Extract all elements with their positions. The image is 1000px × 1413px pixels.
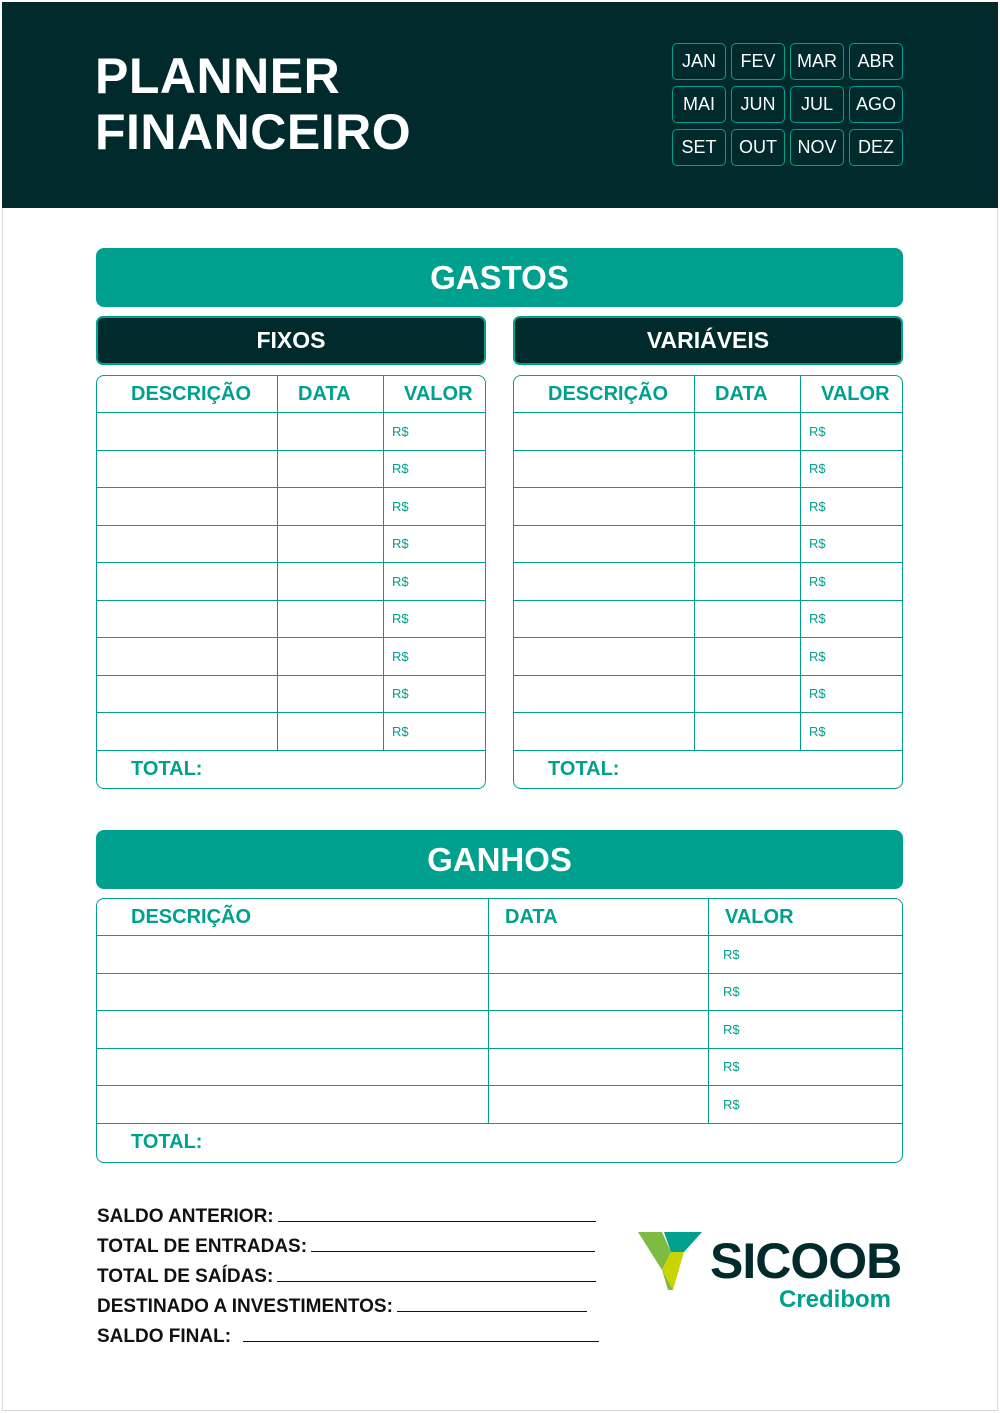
table-row <box>514 413 902 451</box>
page-title <box>95 48 411 160</box>
total-label: TOTAL: <box>131 757 203 780</box>
date-cell[interactable] <box>278 676 384 713</box>
value-cell[interactable] <box>384 526 484 563</box>
column-header: DESCRIÇÃO <box>514 376 695 412</box>
value-cell[interactable] <box>384 676 484 713</box>
description-cell[interactable] <box>97 526 278 563</box>
month-mar[interactable]: MAR <box>790 43 844 80</box>
date-cell[interactable] <box>278 488 384 525</box>
value-cell[interactable] <box>384 563 484 600</box>
total-row <box>514 751 902 788</box>
month-selector <box>672 43 903 166</box>
currency-label: R$ <box>392 648 409 664</box>
value-cell[interactable] <box>801 488 901 525</box>
description-cell[interactable] <box>97 974 489 1011</box>
fixos-header: FIXOS <box>96 316 486 365</box>
table-row <box>514 601 902 639</box>
table-row <box>514 488 902 526</box>
investimentos-line <box>97 1288 599 1318</box>
total-saidas-label: TOTAL DE SAÍDAS: <box>97 1266 274 1287</box>
logo-wordmark: SICOOB <box>710 1233 902 1289</box>
currency-label: R$ <box>392 536 409 552</box>
investimentos-field[interactable] <box>397 1311 587 1312</box>
date-cell[interactable] <box>695 563 801 600</box>
currency-label: R$ <box>392 461 409 477</box>
saldo-final-line <box>97 1318 599 1348</box>
fixos-table <box>96 375 486 789</box>
description-cell[interactable] <box>97 638 278 675</box>
sicoob-logo-icon <box>638 1230 704 1292</box>
description-cell[interactable] <box>514 563 695 600</box>
title-line-2: FINANCEIRO <box>95 104 412 160</box>
ganhos-table <box>96 898 903 1163</box>
date-cell[interactable] <box>489 974 709 1011</box>
currency-label: R$ <box>809 648 826 664</box>
month-fev[interactable]: FEV <box>731 43 785 80</box>
value-cell[interactable] <box>801 601 901 638</box>
date-cell[interactable] <box>695 638 801 675</box>
value-cell[interactable] <box>801 451 901 488</box>
total-row <box>97 751 485 788</box>
description-cell[interactable] <box>514 526 695 563</box>
value-cell[interactable] <box>801 676 901 713</box>
month-jul[interactable]: JUL <box>790 86 844 123</box>
saldo-anterior-line <box>97 1198 599 1228</box>
date-cell[interactable] <box>489 1011 709 1048</box>
value-cell[interactable] <box>709 1011 901 1048</box>
month-out[interactable]: OUT <box>731 129 785 166</box>
table-row <box>97 563 485 601</box>
date-cell[interactable] <box>489 936 709 973</box>
currency-label: R$ <box>809 461 826 477</box>
variaveis-table <box>513 375 903 789</box>
column-header: VALOR <box>821 382 890 405</box>
value-cell[interactable] <box>709 1049 901 1086</box>
description-cell[interactable] <box>514 676 695 713</box>
currency-label: R$ <box>723 946 740 962</box>
currency-label: R$ <box>392 686 409 702</box>
value-cell[interactable] <box>384 488 484 525</box>
currency-label: R$ <box>392 573 409 589</box>
column-header: VALOR <box>404 382 473 405</box>
month-dez[interactable]: DEZ <box>849 129 903 166</box>
date-cell[interactable] <box>695 451 801 488</box>
description-cell[interactable] <box>97 413 278 450</box>
currency-label: R$ <box>392 423 409 439</box>
value-cell[interactable] <box>801 713 901 750</box>
table-header-row <box>514 376 902 413</box>
value-cell[interactable] <box>709 974 901 1011</box>
total-entradas-field[interactable] <box>311 1251 595 1252</box>
value-cell[interactable] <box>801 413 901 450</box>
summary-section <box>97 1198 599 1348</box>
description-cell[interactable] <box>97 936 489 973</box>
column-header: DATA <box>695 376 801 412</box>
month-jun[interactable]: JUN <box>731 86 785 123</box>
saldo-final-label: SALDO FINAL: <box>97 1326 232 1347</box>
value-cell[interactable] <box>384 451 484 488</box>
table-row <box>97 488 485 526</box>
description-cell[interactable] <box>514 638 695 675</box>
value-cell[interactable] <box>709 936 901 973</box>
currency-label: R$ <box>809 686 826 702</box>
total-saidas-line <box>97 1258 599 1288</box>
date-cell[interactable] <box>489 1086 709 1123</box>
table-row <box>97 526 485 564</box>
total-label: TOTAL: <box>131 1130 203 1153</box>
column-header: DESCRIÇÃO <box>97 376 278 412</box>
description-cell[interactable] <box>514 413 695 450</box>
table-row <box>97 936 902 974</box>
currency-label: R$ <box>723 1059 740 1075</box>
month-jan[interactable]: JAN <box>672 43 726 80</box>
month-mai[interactable]: MAI <box>672 86 726 123</box>
value-cell[interactable] <box>384 413 484 450</box>
total-entradas-label: TOTAL DE ENTRADAS: <box>97 1236 308 1257</box>
description-cell[interactable] <box>514 451 695 488</box>
column-header: DATA <box>489 899 709 935</box>
date-cell[interactable] <box>489 1049 709 1086</box>
logo-subtitle: Credibom <box>779 1286 892 1313</box>
currency-label: R$ <box>809 536 826 552</box>
date-cell[interactable] <box>278 601 384 638</box>
value-cell[interactable] <box>801 563 901 600</box>
column-header: DATA <box>278 376 384 412</box>
date-cell[interactable] <box>695 601 801 638</box>
column-header: DESCRIÇÃO <box>97 899 489 935</box>
month-set[interactable]: SET <box>672 129 726 166</box>
value-cell[interactable] <box>384 713 484 750</box>
description-cell[interactable] <box>97 563 278 600</box>
description-cell[interactable] <box>97 1049 489 1086</box>
currency-label: R$ <box>809 723 826 739</box>
total-row <box>97 1124 902 1161</box>
gastos-banner: GASTOS <box>96 248 903 307</box>
table-row <box>97 676 485 714</box>
total-label: TOTAL: <box>548 757 620 780</box>
month-abr[interactable]: ABR <box>849 43 903 80</box>
description-cell[interactable] <box>97 713 278 750</box>
currency-label: R$ <box>809 611 826 627</box>
date-cell[interactable] <box>695 526 801 563</box>
table-row <box>97 601 485 639</box>
date-cell[interactable] <box>278 413 384 450</box>
currency-label: R$ <box>809 423 826 439</box>
saldo-final-field[interactable] <box>243 1341 599 1342</box>
currency-label: R$ <box>392 723 409 739</box>
currency-label: R$ <box>723 1096 740 1112</box>
value-cell[interactable] <box>801 526 901 563</box>
value-cell[interactable] <box>801 638 901 675</box>
sicoob-logo <box>638 1230 908 1315</box>
table-row <box>514 451 902 489</box>
table-row <box>97 1086 902 1124</box>
investimentos-label: DESTINADO A INVESTIMENTOS: <box>97 1296 393 1317</box>
table-row <box>97 1011 902 1049</box>
description-cell[interactable] <box>97 1011 489 1048</box>
table-row <box>97 974 902 1012</box>
value-cell[interactable] <box>384 601 484 638</box>
currency-label: R$ <box>809 498 826 514</box>
total-entradas-line <box>97 1228 599 1258</box>
total-saidas-field[interactable] <box>277 1281 596 1282</box>
date-cell[interactable] <box>695 488 801 525</box>
table-row <box>97 713 485 751</box>
month-ago[interactable]: AGO <box>849 86 903 123</box>
table-row <box>514 713 902 751</box>
table-row <box>514 638 902 676</box>
description-cell[interactable] <box>97 676 278 713</box>
table-row <box>97 413 485 451</box>
currency-label: R$ <box>809 573 826 589</box>
title-line-1: PLANNER <box>95 48 341 104</box>
description-cell[interactable] <box>514 488 695 525</box>
table-header-row <box>97 899 902 936</box>
date-cell[interactable] <box>278 563 384 600</box>
description-cell[interactable] <box>97 1086 489 1123</box>
date-cell[interactable] <box>695 713 801 750</box>
saldo-anterior-field[interactable] <box>278 1221 596 1222</box>
table-row <box>97 451 485 489</box>
table-row <box>514 676 902 714</box>
date-cell[interactable] <box>278 713 384 750</box>
date-cell[interactable] <box>695 413 801 450</box>
description-cell[interactable] <box>97 488 278 525</box>
date-cell[interactable] <box>695 676 801 713</box>
date-cell[interactable] <box>278 638 384 675</box>
date-cell[interactable] <box>278 526 384 563</box>
currency-label: R$ <box>723 1021 740 1037</box>
value-cell[interactable] <box>384 638 484 675</box>
variaveis-header: VARIÁVEIS <box>513 316 903 365</box>
column-header: VALOR <box>725 905 794 928</box>
date-cell[interactable] <box>278 451 384 488</box>
currency-label: R$ <box>392 611 409 627</box>
table-row <box>97 638 485 676</box>
table-row <box>97 1049 902 1087</box>
description-cell[interactable] <box>514 713 695 750</box>
description-cell[interactable] <box>97 451 278 488</box>
description-cell[interactable] <box>97 601 278 638</box>
table-row <box>514 563 902 601</box>
month-nov[interactable]: NOV <box>790 129 844 166</box>
value-cell[interactable] <box>709 1086 901 1123</box>
currency-label: R$ <box>392 498 409 514</box>
ganhos-banner: GANHOS <box>96 830 903 889</box>
description-cell[interactable] <box>514 601 695 638</box>
table-row <box>514 526 902 564</box>
saldo-anterior-label: SALDO ANTERIOR: <box>97 1206 274 1227</box>
currency-label: R$ <box>723 984 740 1000</box>
table-header-row <box>97 376 485 413</box>
